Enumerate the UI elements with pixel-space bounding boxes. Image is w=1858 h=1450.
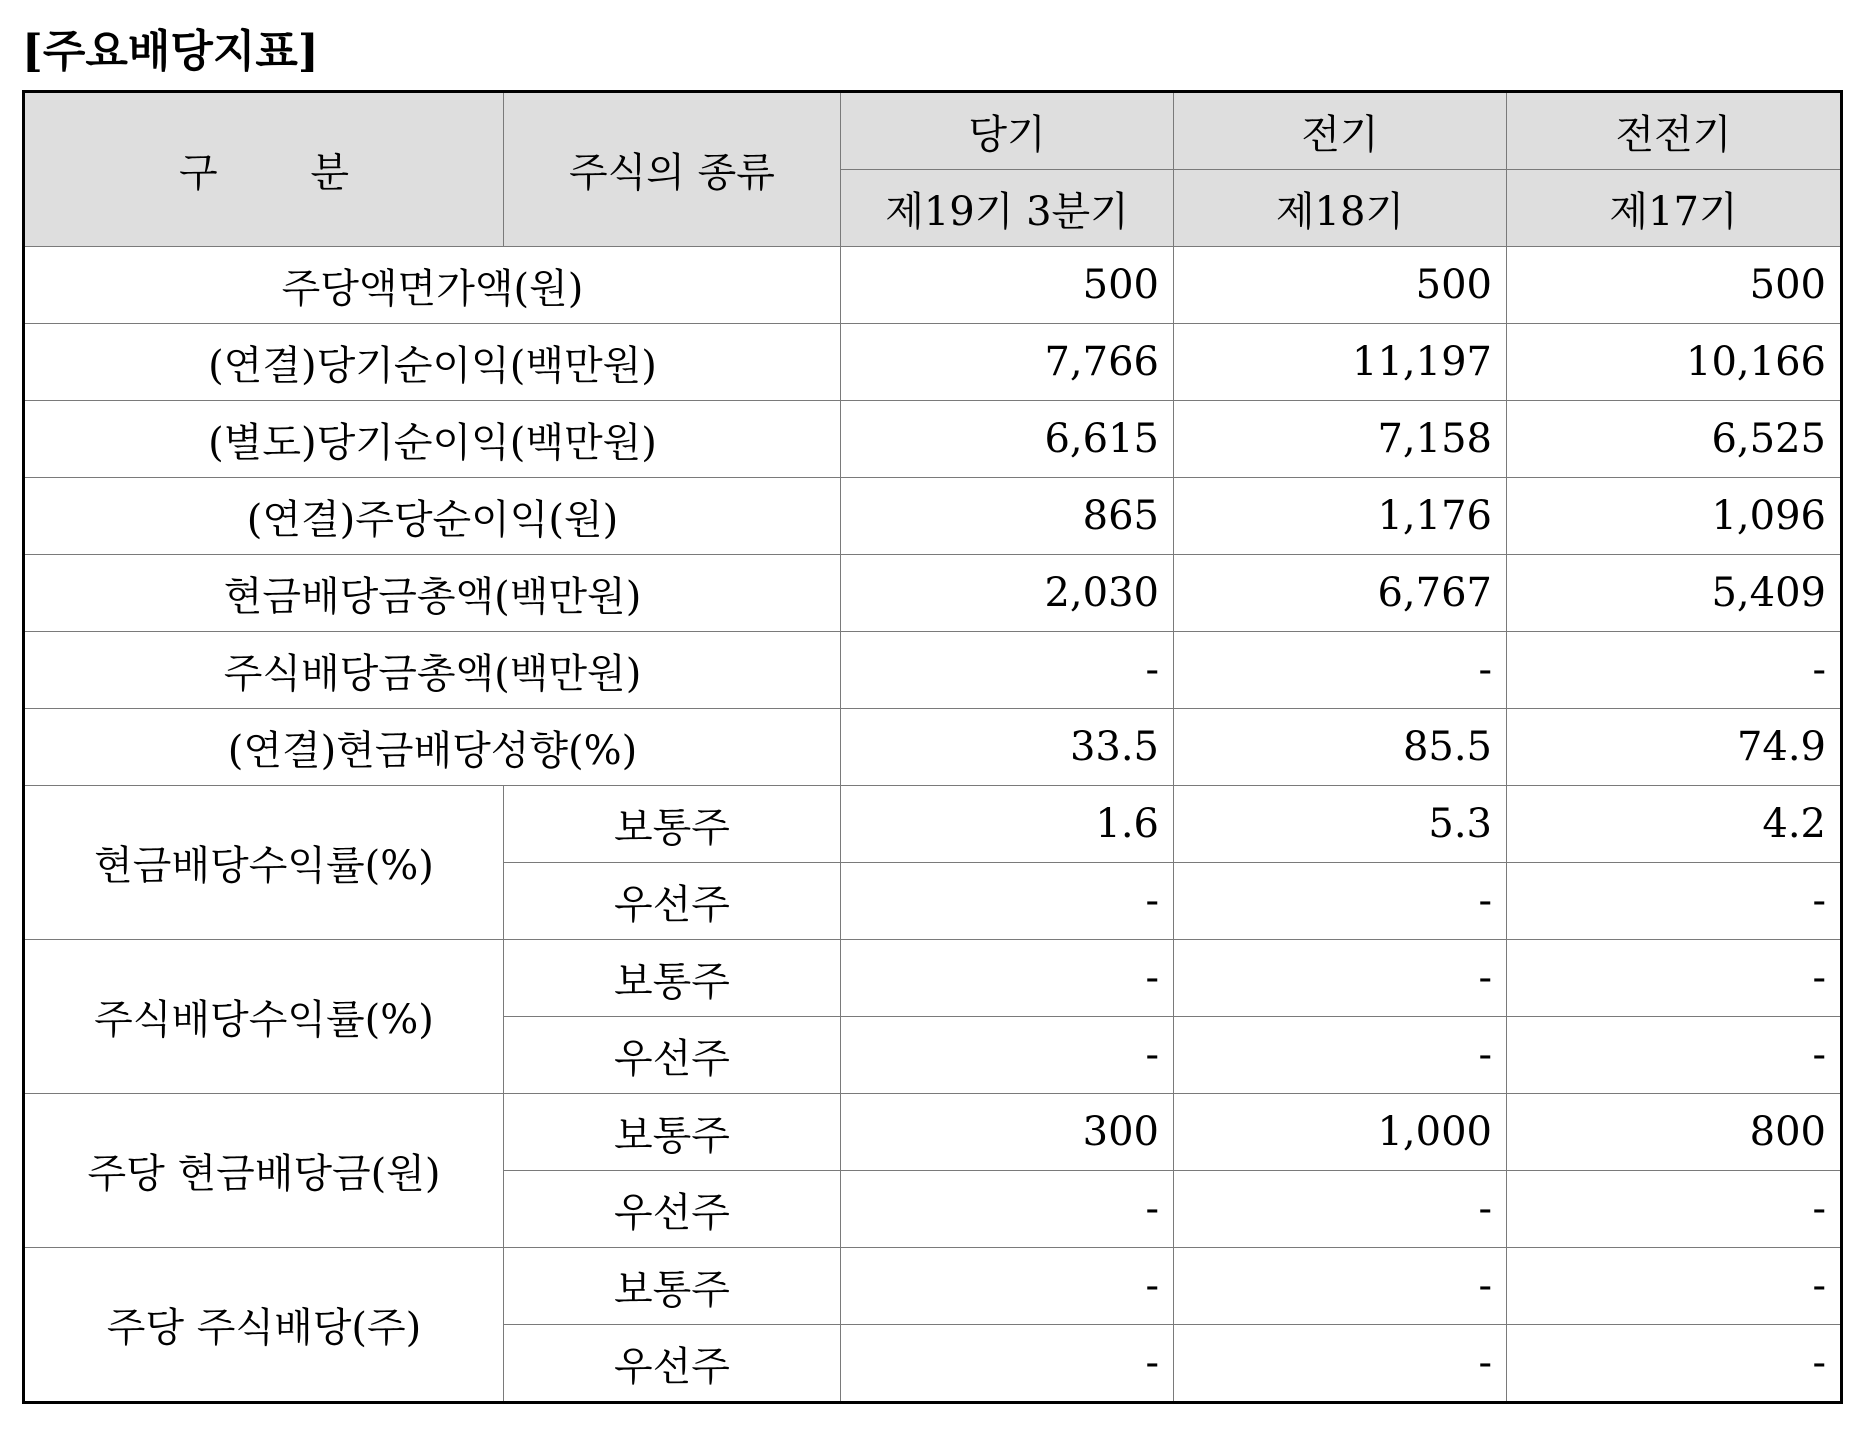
cell-value: -: [1507, 863, 1842, 940]
cell-value: 85.5: [1174, 709, 1507, 786]
header-period-before-previous: 전전기: [1507, 92, 1842, 170]
cell-value: 500: [841, 247, 1174, 324]
row-label: (연결)주당순이익(원): [24, 478, 841, 555]
stock-type-label: 보통주: [504, 1248, 841, 1325]
cell-value: -: [1507, 1325, 1842, 1403]
stock-type-label: 보통주: [504, 940, 841, 1017]
cell-value: 800: [1507, 1094, 1842, 1171]
cell-value: -: [841, 940, 1174, 1017]
group-label: 주식배당수익률(%): [24, 940, 504, 1094]
row-label: 주식배당금총액(백만원): [24, 632, 841, 709]
cell-value: 300: [841, 1094, 1174, 1171]
header-period-current: 당기: [841, 92, 1174, 170]
header-row-periods: [24, 92, 1842, 170]
header-term-previous: 제18기: [1174, 170, 1507, 247]
cell-value: 10,166: [1507, 324, 1842, 401]
cell-value: -: [1507, 940, 1842, 1017]
row-label: 현금배당금총액(백만원): [24, 555, 841, 632]
stock-type-label: 보통주: [504, 1094, 841, 1171]
page-title: [주요배당지표]: [22, 26, 319, 77]
row-label: (연결)현금배당성향(%): [24, 709, 841, 786]
cell-value: -: [1507, 1248, 1842, 1325]
cell-value: 1,176: [1174, 478, 1507, 555]
stock-type-label: 보통주: [504, 786, 841, 863]
cell-value: 7,766: [841, 324, 1174, 401]
row-label: (연결)당기순이익(백만원): [24, 324, 841, 401]
header-period-previous: 전기: [1174, 92, 1507, 170]
table-header: [24, 92, 1842, 247]
table-row: [24, 478, 1842, 555]
cell-value: -: [1174, 632, 1507, 709]
cell-value: 1.6: [841, 786, 1174, 863]
cell-value: -: [1507, 1171, 1842, 1248]
cell-value: -: [1507, 632, 1842, 709]
stock-type-label: 우선주: [504, 1325, 841, 1403]
table-row: [24, 401, 1842, 478]
group-label: 현금배당수익률(%): [24, 786, 504, 940]
stock-type-label: 우선주: [504, 1171, 841, 1248]
cell-value: -: [1507, 1017, 1842, 1094]
header-stock-type: 주식의 종류: [504, 92, 841, 247]
stock-type-label: 우선주: [504, 863, 841, 940]
cell-value: 5,409: [1507, 555, 1842, 632]
cell-value: 500: [1507, 247, 1842, 324]
header-category: 구 분: [24, 92, 504, 247]
table-row: [24, 786, 1842, 863]
table-row: [24, 709, 1842, 786]
cell-value: 6,767: [1174, 555, 1507, 632]
cell-value: -: [1174, 1325, 1507, 1403]
group-label: 주당 주식배당(주): [24, 1248, 504, 1403]
cell-value: -: [841, 1017, 1174, 1094]
group-label: 주당 현금배당금(원): [24, 1094, 504, 1248]
table-row: [24, 1094, 1842, 1171]
cell-value: 4.2: [1507, 786, 1842, 863]
table-row: [24, 555, 1842, 632]
cell-value: 6,615: [841, 401, 1174, 478]
row-label: 주당액면가액(원): [24, 247, 841, 324]
header-term-current: 제19기 3분기: [841, 170, 1174, 247]
cell-value: -: [841, 1248, 1174, 1325]
cell-value: 6,525: [1507, 401, 1842, 478]
table-row: [24, 1248, 1842, 1325]
cell-value: -: [841, 1325, 1174, 1403]
table-body: [24, 247, 1842, 1403]
cell-value: 1,000: [1174, 1094, 1507, 1171]
row-label: (별도)당기순이익(백만원): [24, 401, 841, 478]
header-term-before-previous: 제17기: [1507, 170, 1842, 247]
table-row: [24, 632, 1842, 709]
table-row: [24, 247, 1842, 324]
cell-value: 33.5: [841, 709, 1174, 786]
cell-value: 865: [841, 478, 1174, 555]
cell-value: -: [841, 632, 1174, 709]
cell-value: 7,158: [1174, 401, 1507, 478]
cell-value: -: [841, 863, 1174, 940]
table-row: [24, 324, 1842, 401]
stock-type-label: 우선주: [504, 1017, 841, 1094]
cell-value: -: [841, 1171, 1174, 1248]
cell-value: 11,197: [1174, 324, 1507, 401]
table-row: [24, 940, 1842, 1017]
dividend-indicators-table: [22, 90, 1843, 1404]
cell-value: 74.9: [1507, 709, 1842, 786]
cell-value: -: [1174, 1017, 1507, 1094]
cell-value: -: [1174, 940, 1507, 1017]
cell-value: -: [1174, 863, 1507, 940]
cell-value: -: [1174, 1171, 1507, 1248]
cell-value: 500: [1174, 247, 1507, 324]
cell-value: 1,096: [1507, 478, 1842, 555]
cell-value: 2,030: [841, 555, 1174, 632]
cell-value: 5.3: [1174, 786, 1507, 863]
cell-value: -: [1174, 1248, 1507, 1325]
